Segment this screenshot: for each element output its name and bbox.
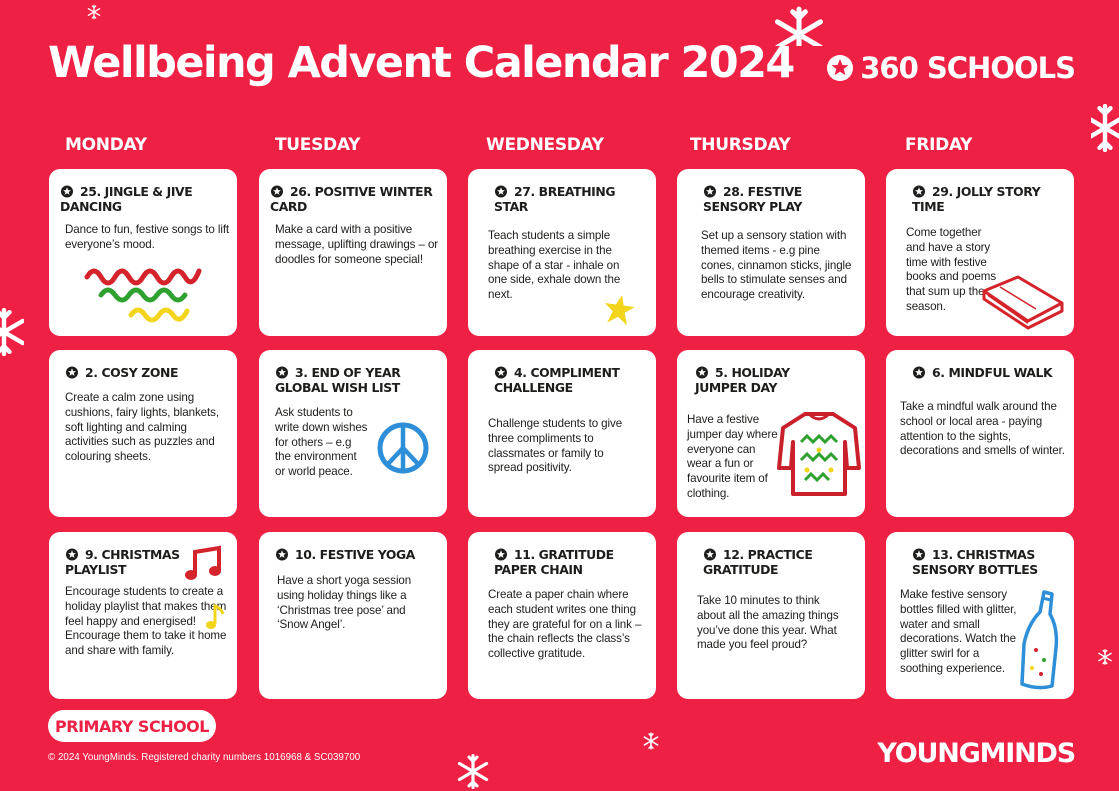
activity-card xyxy=(468,169,656,336)
card-body: Take 10 minutes to think about all the amazing things you’ve done this year. What made you feel proud? xyxy=(697,594,839,652)
bullet-icon xyxy=(703,547,717,562)
day-heading-friday: FRIDAY xyxy=(905,135,973,155)
card-title: 6. MINDFUL WALK xyxy=(912,365,1062,380)
bullet-icon xyxy=(65,365,79,380)
card-title: 10. FESTIVE YOGA xyxy=(275,547,445,562)
card-body: Create a paper chain where each student writes one thing they are grateful for on a link – the chain reflects the class’s collective gratitude. xyxy=(488,588,642,661)
card-body: Have a short yoga session using holiday things like a ‘Christmas tree pose’ and ‘Snow Angel’. xyxy=(277,574,412,632)
card-title: 2. COSY ZONE xyxy=(65,365,235,380)
card-title: 11. GRATITUDE PAPER CHAIN xyxy=(494,547,614,577)
card-title: 12. PRACTICE GRATITUDE xyxy=(703,547,813,577)
bullet-icon xyxy=(275,547,289,562)
snowflake-icon xyxy=(450,752,496,791)
card-title: 13. CHRISTMAS SENSORY BOTTLES xyxy=(912,547,1038,577)
card-body: Teach students a simple breathing exercise in the shape of a star - inhale on one side, exhale down the next. xyxy=(488,229,621,302)
bottle-icon xyxy=(1014,588,1066,692)
card-body: Have a festive jumper day where everyone can wear a fun or favourite item of clothing. xyxy=(687,413,778,500)
card-title: 9. CHRISTMAS PLAYLIST xyxy=(65,547,180,577)
activity-card xyxy=(259,350,447,517)
card-body: Take a mindful walk around the school or local area - paying attention to the sights, decorations and smells of winter. xyxy=(900,400,1065,458)
bullet-icon xyxy=(65,547,79,562)
bullet-icon xyxy=(912,184,926,199)
bullet-icon xyxy=(275,365,289,380)
bullet-icon xyxy=(270,184,284,199)
activity-card xyxy=(468,350,656,517)
card-title: 5. HOLIDAY JUMPER DAY xyxy=(695,365,790,395)
music-note-icon xyxy=(183,544,225,584)
copyright-text: © 2024 YoungMinds. Registered charity numbers 1016968 & SC039700 xyxy=(48,752,361,763)
music-note-icon xyxy=(203,602,225,632)
activity-card xyxy=(49,169,237,336)
activity-card xyxy=(886,169,1074,336)
card-body: Make festive sensory bottles filled with glitter, water and small decorations. Watch the glitter swirl for a soothing experience. xyxy=(900,588,1017,675)
jumper-icon xyxy=(775,408,863,500)
brand-label: 360 SCHOOLS xyxy=(860,51,1075,85)
bullet-icon xyxy=(494,184,508,199)
card-body: Create a calm zone using cushions, fairy lights, blankets, soft lighting and calming activities such as puzzles and colouring sheets. xyxy=(65,391,219,464)
bullet-icon xyxy=(912,365,926,380)
day-heading-thursday: THURSDAY xyxy=(690,135,791,155)
bullet-icon xyxy=(60,184,74,199)
snowflake-icon xyxy=(638,728,664,754)
card-body: Dance to fun, festive songs to lift everyone’s mood. xyxy=(65,223,230,251)
card-title: 27. BREATHING STAR xyxy=(494,184,616,214)
card-body: Encourage students to create a holiday playlist that makes them feel happy and energised! Encourage them to take it home and share with family. xyxy=(65,585,227,658)
day-heading-wednesday: WEDNESDAY xyxy=(486,135,604,155)
card-title: 29. JOLLY STORY TIME xyxy=(912,184,1041,214)
snowflake-icon xyxy=(80,0,108,24)
activity-card xyxy=(49,350,237,517)
card-body: Challenge students to give three compliments to classmates or family to spread positivity. xyxy=(488,417,623,475)
activity-card xyxy=(677,532,865,699)
card-title: 25. JINGLE & JIVE DANCING xyxy=(60,184,193,214)
school-level-badge: PRIMARY SCHOOL xyxy=(48,710,216,742)
book-icon xyxy=(978,273,1070,331)
bullet-icon xyxy=(494,547,508,562)
activity-card xyxy=(259,169,447,336)
bullet-icon xyxy=(695,365,709,380)
bullet-icon xyxy=(912,547,926,562)
activity-card xyxy=(468,532,656,699)
squiggle-lines-icon xyxy=(83,255,213,327)
snowflake-icon xyxy=(0,308,24,356)
card-body: Come together and have a story time with festive books and poems that sum up the season. xyxy=(906,226,997,313)
snowflake-icon xyxy=(1092,644,1118,670)
day-heading-monday: MONDAY xyxy=(65,135,147,155)
card-body: Ask students to write down wishes for others – e.g the environment or world peace. xyxy=(275,406,368,479)
star-icon xyxy=(602,293,636,327)
bullet-icon xyxy=(494,365,508,380)
bullet-icon xyxy=(703,184,717,199)
peace-icon xyxy=(373,418,433,478)
card-body: Make a card with a positive message, uplifting drawings – or doodles for someone special! xyxy=(275,223,439,266)
activity-card xyxy=(886,532,1074,699)
page-title: Wellbeing Advent Calendar 2024 xyxy=(48,38,794,88)
card-title: 26. POSITIVE WINTER CARD xyxy=(270,184,433,214)
day-heading-tuesday: TUESDAY xyxy=(275,135,361,155)
card-body: Set up a sensory station with themed items - e.g pine cones, cinnamon sticks, jingle bells to stimulate senses and encourage creativity. xyxy=(701,229,852,302)
card-title: 28. FESTIVE SENSORY PLAY xyxy=(703,184,802,214)
brand-360-schools xyxy=(826,51,1075,85)
youngminds-logo: YOUNGMINDS xyxy=(877,738,1075,769)
card-title: 4. COMPLIMENT CHALLENGE xyxy=(494,365,620,395)
activity-card xyxy=(259,532,447,699)
activity-card xyxy=(677,169,865,336)
star-badge-icon xyxy=(826,54,854,82)
activity-card xyxy=(49,532,237,699)
card-title: 3. END OF YEAR GLOBAL WISH LIST xyxy=(275,365,401,395)
activity-card xyxy=(677,350,865,517)
snowflake-icon xyxy=(1091,104,1119,152)
activity-card xyxy=(886,350,1074,517)
